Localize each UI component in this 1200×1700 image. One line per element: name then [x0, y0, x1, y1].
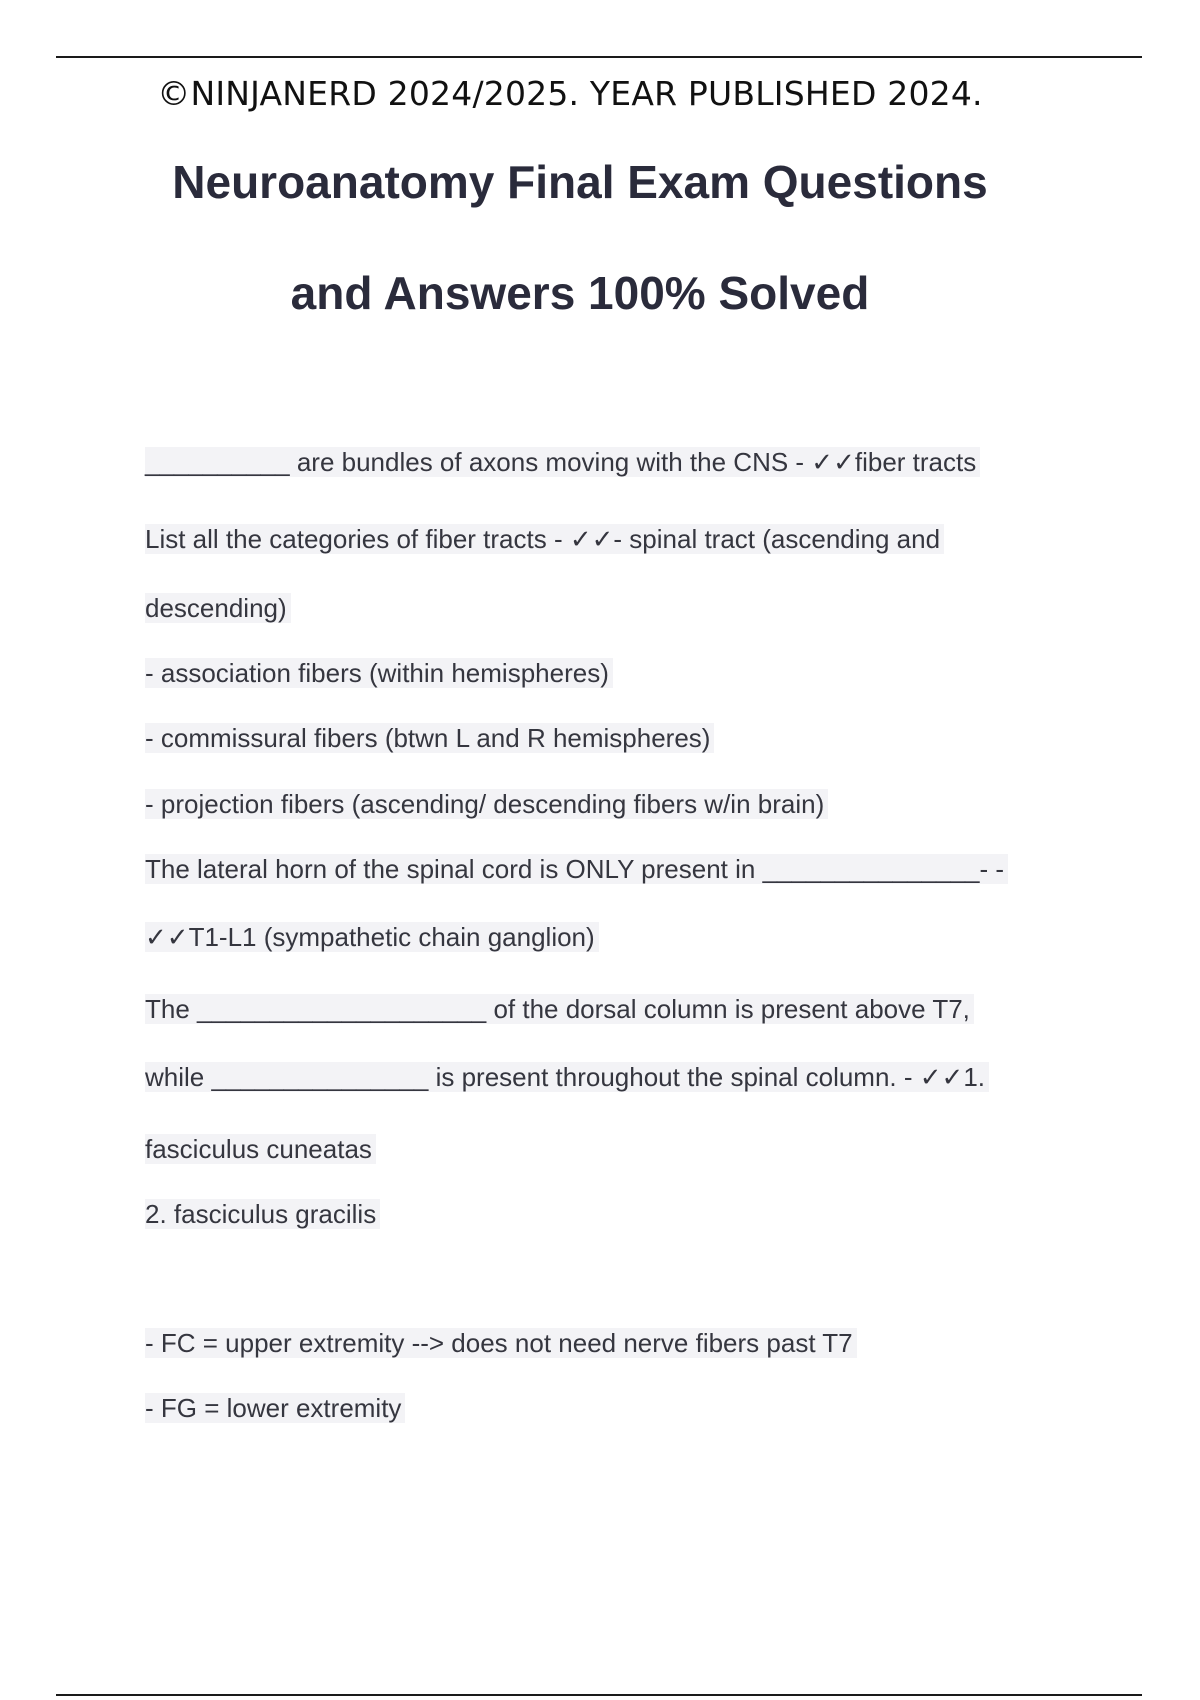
body-line-text: - commissural fibers (btwn L and R hemispheres)	[145, 723, 714, 753]
body-line	[145, 720, 714, 756]
body-line-text: - FC = upper extremity --> does not need nerve fibers past T7	[145, 1328, 857, 1358]
document-title-line-1: Neuroanatomy Final Exam Questions	[172, 156, 988, 208]
copyright-header: ©NINJANERD 2024/2025. YEAR PUBLISHED 2024.	[157, 74, 983, 113]
body-line	[145, 521, 944, 557]
body-line-text: List all the categories of fiber tracts - ✓✓- spinal tract (ascending and	[145, 524, 944, 554]
body-line	[145, 590, 291, 626]
body-line	[145, 786, 828, 822]
body-line-text: __________ are bundles of axons moving with the CNS - ✓✓fiber tracts	[145, 447, 980, 477]
body-line	[145, 1325, 857, 1361]
body-line	[145, 919, 599, 955]
body-line	[145, 1390, 405, 1426]
body-line	[145, 851, 1008, 887]
body-line-text: The ____________________ of the dorsal column is present above T7,	[145, 994, 974, 1024]
body-line	[145, 1196, 380, 1232]
document-title-line-2: and Answers 100% Solved	[290, 267, 870, 319]
body-line-text: The lateral horn of the spinal cord is ONLY present in _______________- -	[145, 854, 1008, 884]
body-line	[145, 1131, 376, 1167]
body-line-text: - FG = lower extremity	[145, 1393, 405, 1423]
body-line-text: - projection fibers (ascending/ descending fibers w/in brain)	[145, 789, 828, 819]
body-line-text: fasciculus cuneatas	[145, 1134, 376, 1164]
body-line-text: 2. fasciculus gracilis	[145, 1199, 380, 1229]
body-line	[145, 1059, 989, 1095]
body-line-text: ✓✓T1-L1 (sympathetic chain ganglion)	[145, 922, 599, 952]
body-line	[145, 444, 980, 480]
body-line	[145, 655, 613, 691]
body-line	[145, 991, 974, 1027]
bottom-rule	[56, 1694, 1142, 1696]
body-line-text: while _______________ is present throughout the spinal column. - ✓✓1.	[145, 1062, 989, 1092]
body-line-text: - association fibers (within hemispheres)	[145, 658, 613, 688]
top-rule	[56, 56, 1142, 58]
body-line-text: descending)	[145, 593, 291, 623]
